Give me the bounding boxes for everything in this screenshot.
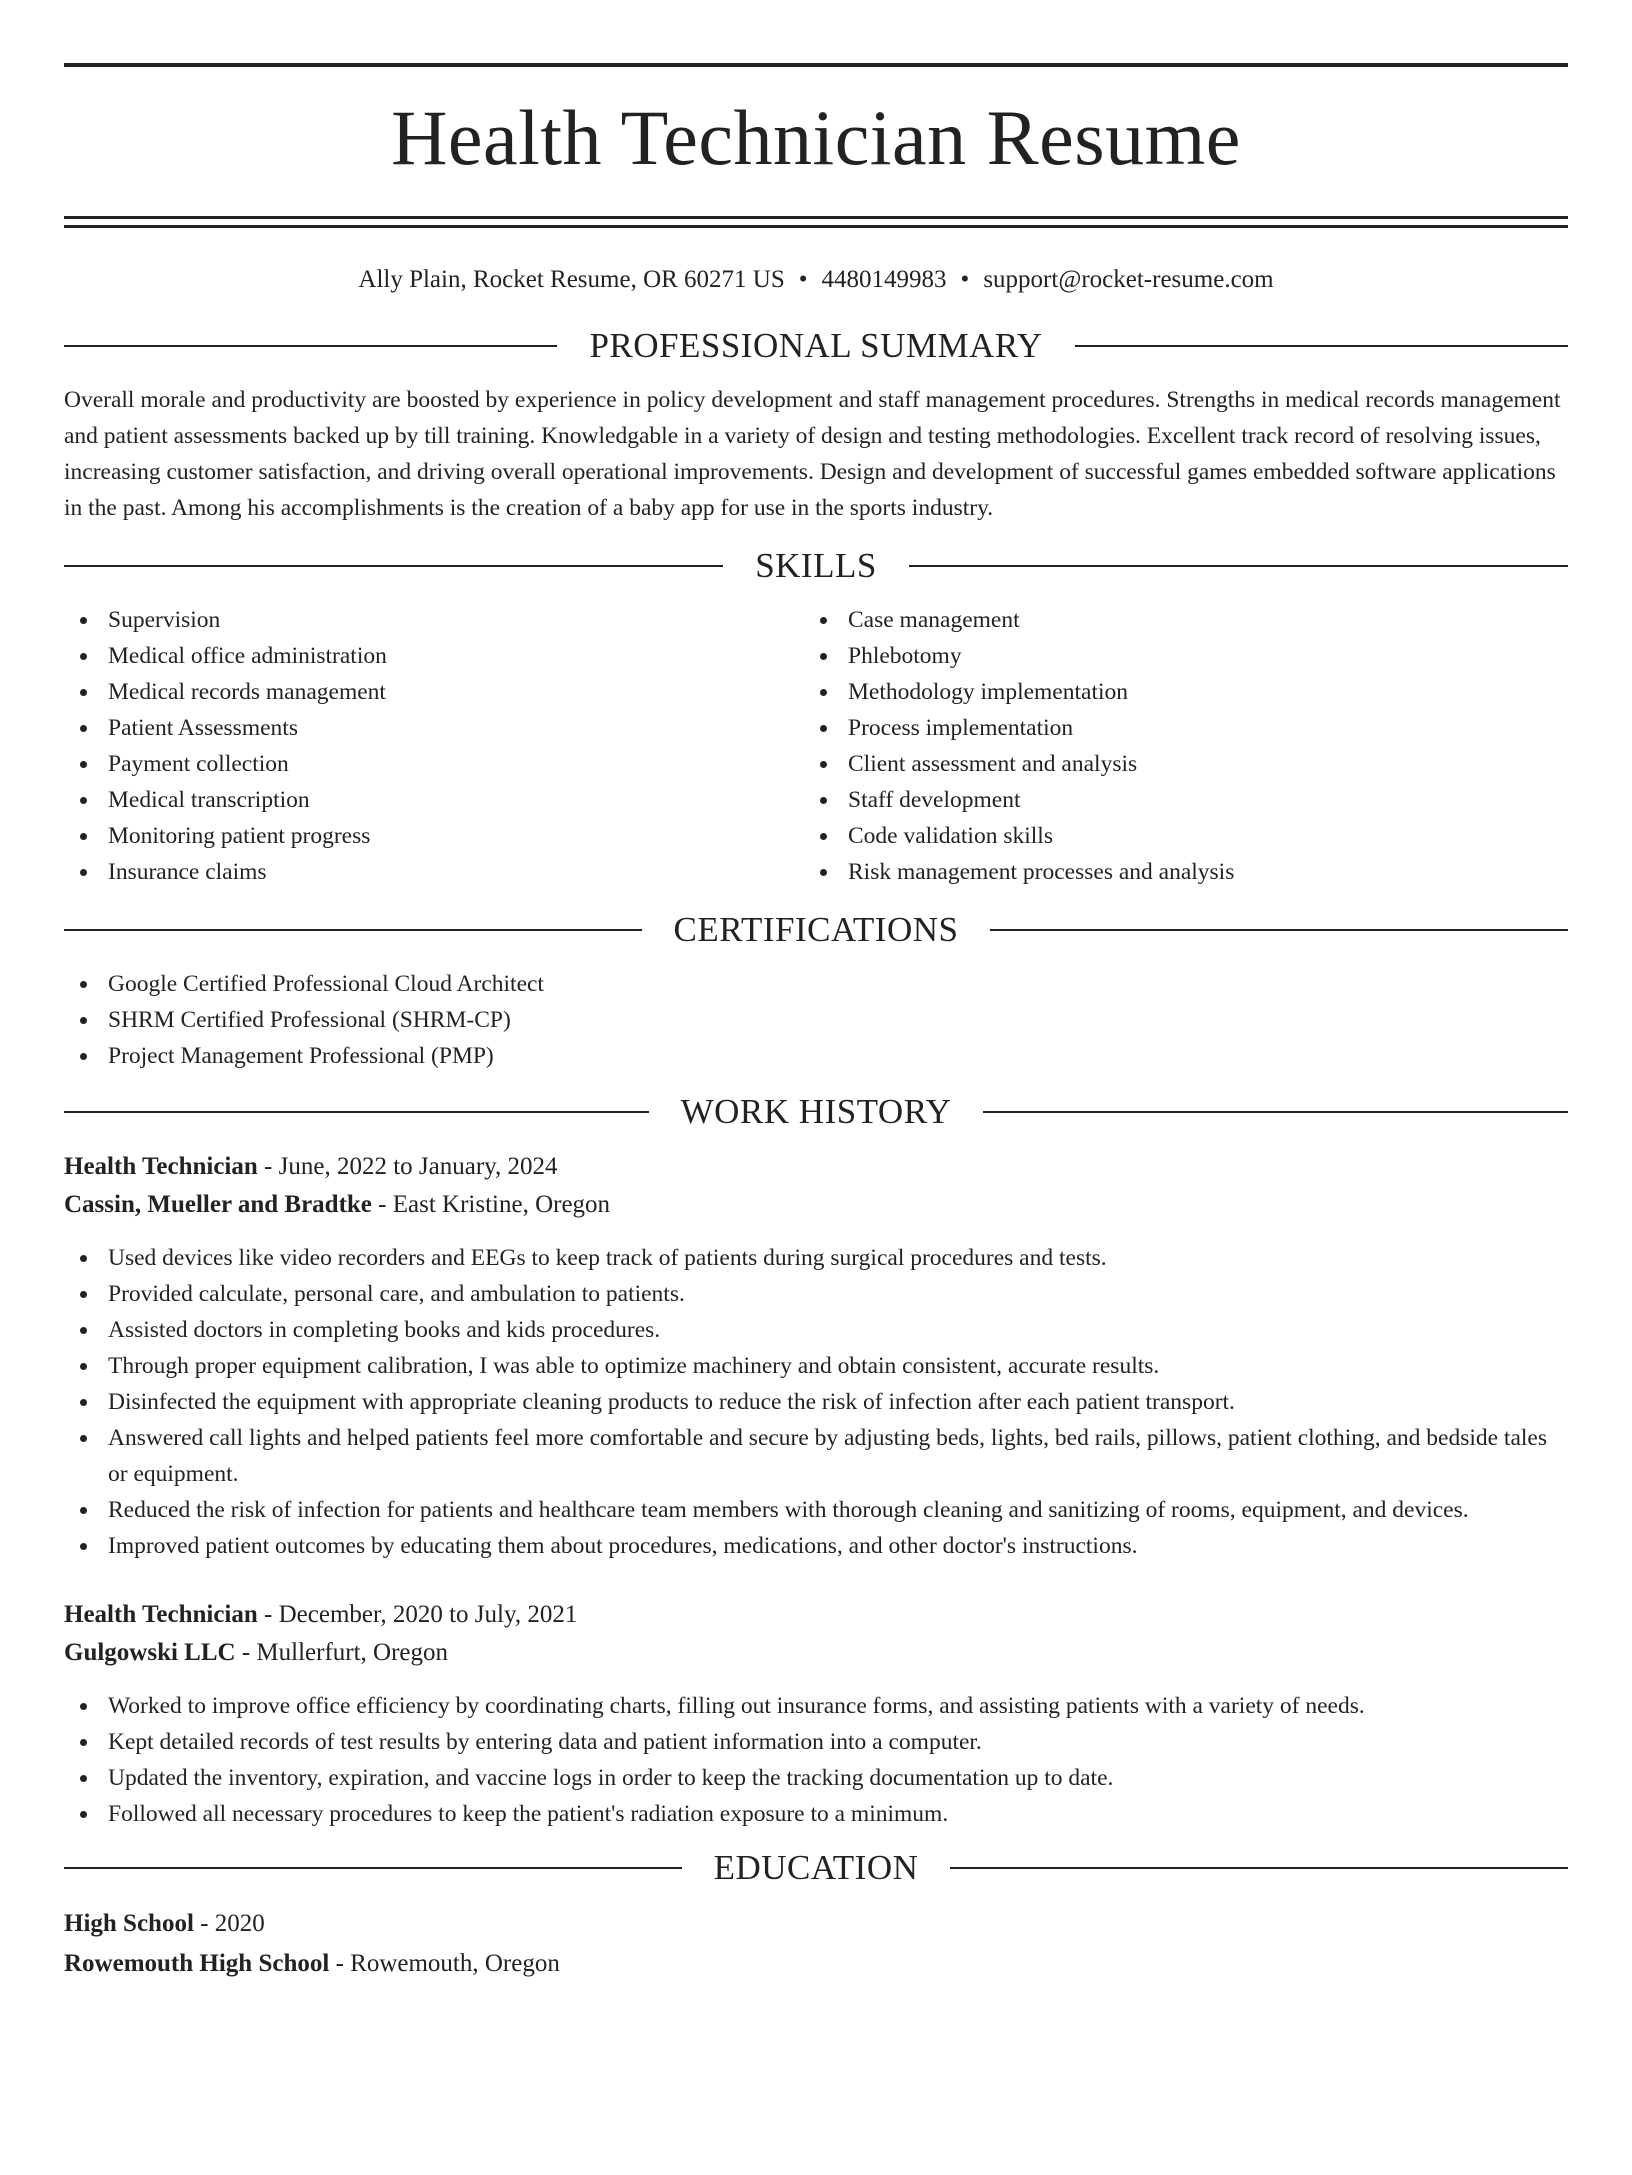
skill-item: Client assessment and analysis <box>804 746 1544 782</box>
job-location: - Mullerfurt, Oregon <box>235 1639 449 1666</box>
skill-item: Process implementation <box>804 710 1544 746</box>
job-title-line <box>64 1596 1568 1634</box>
certification-item: Project Management Professional (PMP) <box>64 1038 1568 1074</box>
skill-item: Methodology implementation <box>804 674 1544 710</box>
certifications-heading <box>64 908 1568 952</box>
heading-rule-left <box>64 929 642 931</box>
certification-item: SHRM Certified Professional (SHRM-CP) <box>64 1002 1568 1038</box>
skill-item: Patient Assessments <box>64 710 804 746</box>
job-dates: - December, 2020 to July, 2021 <box>257 1601 578 1628</box>
skills-right-column <box>804 602 1544 890</box>
education-heading-label: EDUCATION <box>713 1848 919 1887</box>
job-duty-item: Reduced the risk of infection for patients and healthcare team members with thorough cleaning and sanitizing of rooms, equipment, and devices. <box>64 1492 1568 1528</box>
certifications-heading-label: CERTIFICATIONS <box>673 910 959 949</box>
skills-heading-label: SKILLS <box>755 546 877 585</box>
skill-item: Medical records management <box>64 674 804 710</box>
skill-item: Phlebotomy <box>804 638 1544 674</box>
summary-heading <box>64 324 1568 368</box>
job-location: - East Kristine, Oregon <box>371 1191 611 1218</box>
contact-line <box>64 264 1568 296</box>
job-duty-item: Answered call lights and helped patients feel more comfortable and secure by adjusting beds, lights, bed rails, pillows, patient clothing, and bedside tales or equipment. <box>64 1420 1568 1492</box>
resume-title: Health Technician Resume <box>391 94 1241 181</box>
skill-item: Staff development <box>804 782 1544 818</box>
job-duty-item: Provided calculate, personal care, and ambulation to patients. <box>64 1276 1568 1312</box>
contact-separator: • <box>960 266 970 293</box>
skill-item: Medical transcription <box>64 782 804 818</box>
skill-item: Monitoring patient progress <box>64 818 804 854</box>
summary-heading-label: PROFESSIONAL SUMMARY <box>589 326 1043 365</box>
job-duties-list <box>64 1688 1568 1832</box>
skill-item: Code validation skills <box>804 818 1544 854</box>
job-duty-item: Followed all necessary procedures to keep the patient's radiation exposure to a minimum. <box>64 1796 1568 1832</box>
education-school-line <box>64 1944 1568 1984</box>
job-company-line <box>64 1186 1568 1224</box>
job-company-line <box>64 1634 1568 1672</box>
resume-page <box>64 63 1568 1984</box>
job-duty-item: Kept detailed records of test results by entering data and patient information into a computer. <box>64 1724 1568 1760</box>
job-entry <box>64 1596 1568 1832</box>
education-entry <box>64 1904 1568 1984</box>
skills-left-column <box>64 602 804 890</box>
skill-item: Payment collection <box>64 746 804 782</box>
work-heading-label: WORK HISTORY <box>680 1092 952 1131</box>
job-entry <box>64 1148 1568 1564</box>
skill-item: Case management <box>804 602 1544 638</box>
work-heading <box>64 1090 1568 1134</box>
job-duty-item: Worked to improve office efficiency by coordinating charts, filling out insurance forms, and assisting patients with a variety of needs. <box>64 1688 1568 1724</box>
heading-rule-right <box>909 565 1568 567</box>
job-duty-item: Assisted doctors in completing books and kids procedures. <box>64 1312 1568 1348</box>
job-title: Health Technician <box>64 1601 258 1628</box>
job-company: Cassin, Mueller and Bradtke <box>64 1191 372 1218</box>
heading-rule-right <box>990 929 1568 931</box>
contact-email: support@rocket-resume.com <box>983 266 1274 293</box>
education-heading <box>64 1846 1568 1890</box>
contact-address: Ally Plain, Rocket Resume, OR 60271 US <box>358 266 785 293</box>
contact-separator: • <box>798 266 808 293</box>
certifications-list <box>64 966 1568 1074</box>
job-title: Health Technician <box>64 1153 258 1180</box>
heading-rule-left <box>64 565 723 567</box>
heading-rule-left <box>64 1867 682 1869</box>
job-duty-item: Used devices like video recorders and EEGs to keep track of patients during surgical procedures and tests. <box>64 1240 1568 1276</box>
job-duty-item: Disinfected the equipment with appropriate cleaning products to reduce the risk of infection after each patient transport. <box>64 1384 1568 1420</box>
heading-rule-right <box>983 1111 1568 1113</box>
skills-heading <box>64 544 1568 588</box>
contact-phone: 4480149983 <box>821 266 947 293</box>
skill-item: Supervision <box>64 602 804 638</box>
certification-item: Google Certified Professional Cloud Architect <box>64 966 1568 1002</box>
heading-rule-left <box>64 345 557 347</box>
job-dates: - June, 2022 to January, 2024 <box>257 1153 558 1180</box>
education-year: - 2020 <box>193 1910 265 1937</box>
heading-rule-right <box>1075 345 1568 347</box>
skills-list <box>64 602 1568 890</box>
education-school: Rowemouth High School <box>64 1950 330 1977</box>
heading-rule-left <box>64 1111 649 1113</box>
summary-text: Overall morale and productivity are boosted by experience in policy development and staff management procedures. Strengths in medical records management and patient assessments backed up by till training. Knowledgable in a variety of design and testing methodologies. Excellent track record of resolving issues, increasing customer satisfaction, and driving overall operational improvements. Design and development of successful games embedded software applications in the past. Among his accomplishments is the creation of a baby app for use in the sports industry. <box>64 387 1561 521</box>
skill-item: Risk management processes and analysis <box>804 854 1544 890</box>
skill-item: Medical office administration <box>64 638 804 674</box>
job-duties-list <box>64 1240 1568 1564</box>
job-duty-item: Improved patient outcomes by educating them about procedures, medications, and other doctor's instructions. <box>64 1528 1568 1564</box>
education-degree: High School <box>64 1910 194 1937</box>
education-location: - Rowemouth, Oregon <box>329 1950 560 1977</box>
education-degree-line <box>64 1904 1568 1944</box>
job-duty-item: Updated the inventory, expiration, and vaccine logs in order to keep the tracking documentation up to date. <box>64 1760 1568 1796</box>
job-title-line <box>64 1148 1568 1186</box>
skill-item: Insurance claims <box>64 854 804 890</box>
job-company: Gulgowski LLC <box>64 1639 236 1666</box>
heading-rule-right <box>950 1867 1568 1869</box>
title-double-rule <box>64 216 1568 228</box>
job-duty-item: Through proper equipment calibration, I was able to optimize machinery and obtain consistent, accurate results. <box>64 1348 1568 1384</box>
